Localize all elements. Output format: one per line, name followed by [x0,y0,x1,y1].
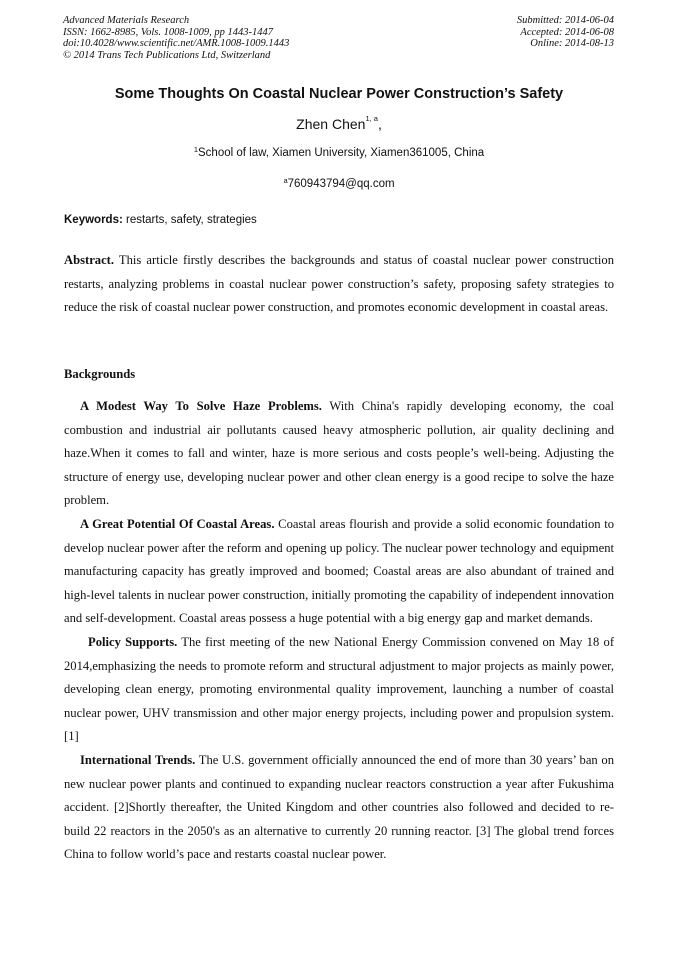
author-line [0,116,678,132]
keywords-text: restarts, safety, strategies [122,214,257,226]
body-paragraphs [64,395,614,867]
paragraph-heading: A Great Potential Of Coastal Areas. [80,516,275,531]
submitted-date: Submitted: 2014-06-04 [516,15,614,26]
abstract-text: This article firstly describes the backgrounds and status of coastal nuclear power construction restarts, analyzing problems in coastal nuclear power construction’s safety, proposing safety strategies to reduce the risk of coastal nuclear power construction, and promotes economic development in coastal areas. [64,253,614,315]
copyright-line: © 2014 Trans Tech Publications Ltd, Switzerland [63,49,271,61]
paragraph-heading: A Modest Way To Solve Haze Problems. [80,399,322,413]
paragraph-text: Coastal areas flourish and provide a solid economic foundation to develop nuclear power after the reform and opening up policy. The nuclear power technology and equipment manufacturing capacity has greatly improved and boomed; Coastal areas are also abundant of trained and high-level talents in nuclear power construction, initially promoting the capability of independent innovation and self-development. Coastal areas possess a huge potential with a big energy gap and market demands. [64,516,614,626]
paragraph-international [64,749,614,867]
online-date: Online: 2014-08-13 [530,38,614,50]
email-line [0,178,678,190]
author-name: Zhen Chen [296,116,366,132]
affiliation-superscript: 1 [193,145,198,154]
issn-line: ISSN: 1662-8985, Vols. 1008-1009, pp 1443-1447 [63,26,273,38]
author-superscript: 1, a [365,114,378,123]
journal-header-right [517,15,614,50]
accepted-date: Accepted: 2014-06-08 [520,26,614,38]
email-text: 760943794@qq.com [287,178,395,190]
paper-title: Some Thoughts On Coastal Nuclear Power Construction’s Safety [114,86,564,102]
journal-header-left [63,15,289,61]
author-trail: , [377,116,382,132]
paragraph-heading: Policy Supports. [88,634,178,649]
paragraph-text: The first meeting of the new National Energy Commission convened on May 18 of 2014,emphasizing the needs to promote reform and structural adjustment to major projects as mainly power, developing clean energy, promoting environmental quality improvement, launching a number of coastal nuclear power, UHV transmission and other major energy projects, including power and propulsion system.[1] [64,634,615,744]
doi-line: doi:10.4028/www.scientific.net/AMR.1008-1009.1443 [63,38,290,50]
email-superscript: a [283,176,288,185]
keywords-label: Keywords: [64,214,123,226]
journal-name: Advanced Materials Research [63,15,190,26]
paragraph-text: With China's rapidly developing economy, the coal combustion and industrial air pollutants caused heavy atmospheric pollution, air quality declining and haze.When it comes to fall and winter, haze is more serious and costs people’s well-being. Adjusting the structure of energy use, developing nuclear power and other clean energy is a good recipe to solve the haze problem. [64,399,614,508]
paragraph-text: The U.S. government officially announced the end of more than 30 years’ ban on new nuclear power plants and continued to expanding nuclear reactors construction a year after Fukushima accident. [2]Shortly thereafter, the United Kingdom and other countries also followed and decided to re-build 22 reactors in the 2050's as an alternative to currently 20 running reactor. [3] The global trend forces China to follow world’s pace and restarts coastal nuclear power. [64,752,614,862]
abstract-label: Abstract. [64,253,115,267]
paragraph-coastal-potential [64,513,614,631]
paragraph-policy [64,631,614,749]
paragraph-heading: International Trends. [80,752,196,767]
keywords-line [64,214,257,226]
paragraph-haze [64,395,614,513]
abstract-paragraph [64,249,614,320]
affiliation-line [0,147,678,159]
affiliation-text: School of law, Xiamen University, Xiamen361005, China [198,147,485,159]
section-heading: Backgrounds [64,367,136,381]
